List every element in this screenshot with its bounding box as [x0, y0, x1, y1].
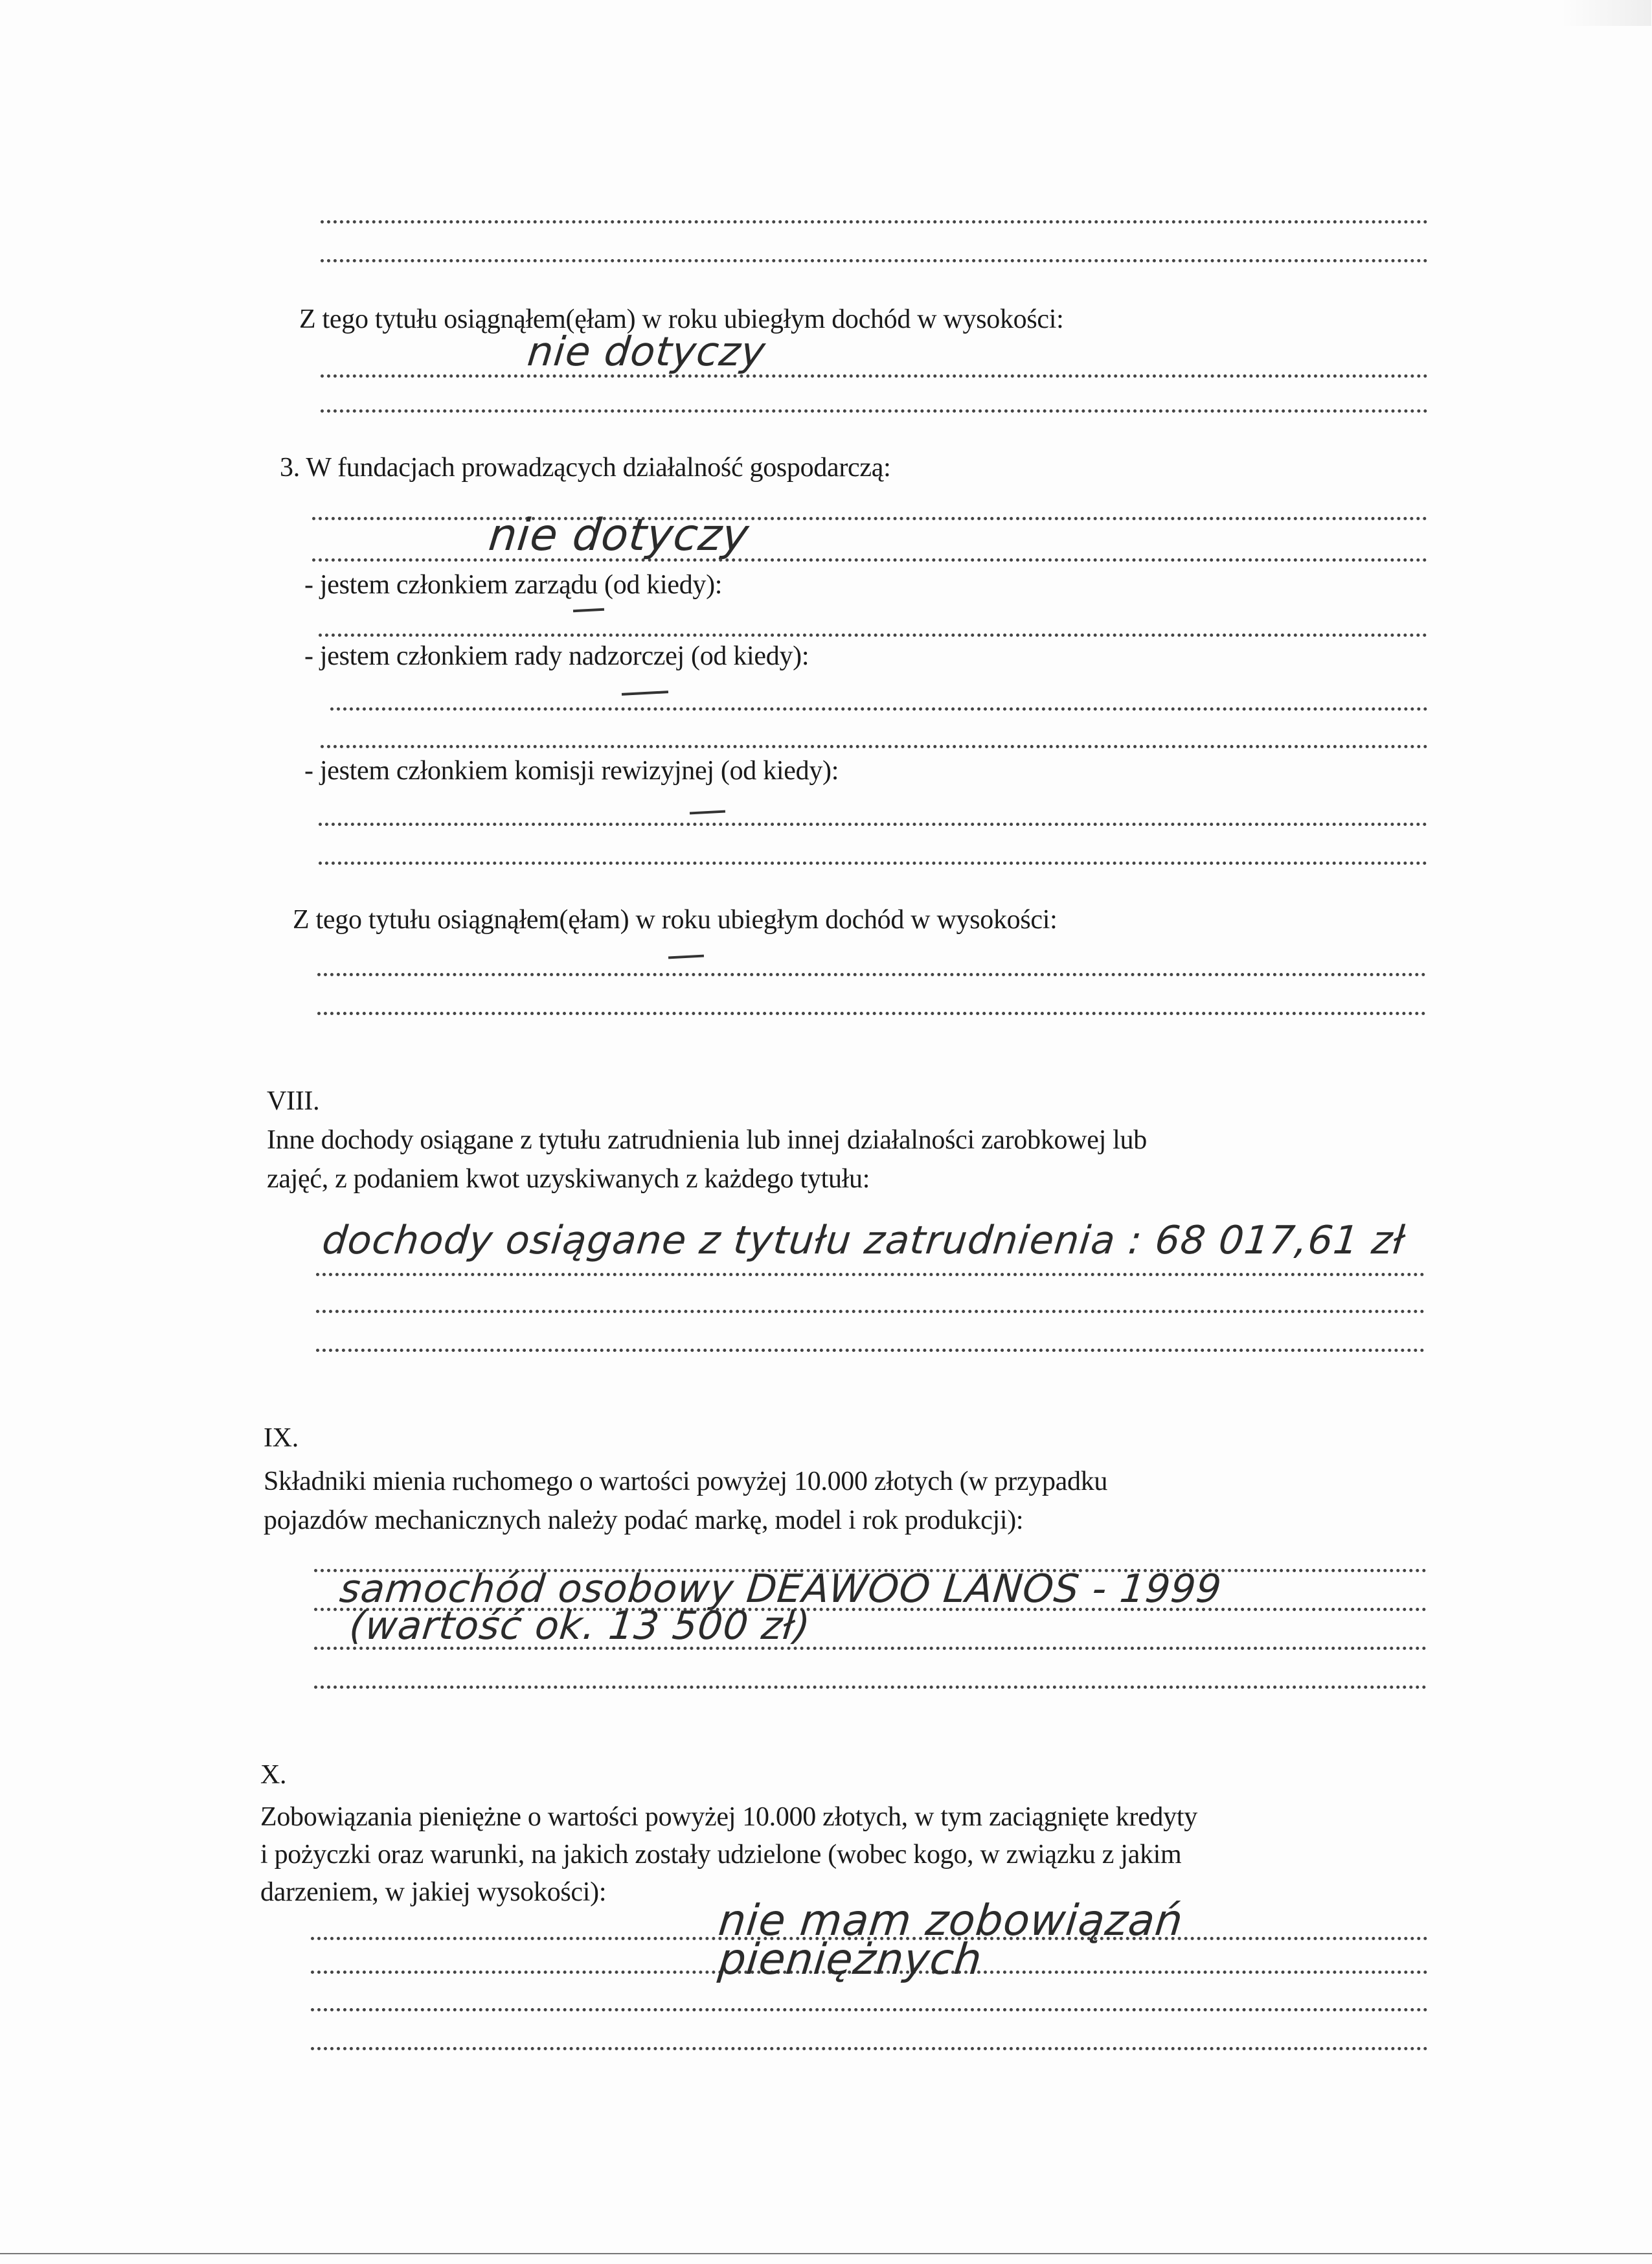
dotted-line — [314, 1647, 1427, 1650]
section-ix-text: Składniki mienia ruchomego o wartości powyżej 10.000 złotych (w przypadku — [264, 1467, 1108, 1496]
handwritten-answer: dochody osiągane z tytułu zatrudnienia : 68 017,61 zł — [320, 1218, 1407, 1263]
dotted-line — [312, 517, 1427, 520]
dotted-line — [321, 374, 1428, 378]
section-ix-text: pojazdów mechanicznych należy podać markę, model i rok produkcji): — [264, 1505, 1024, 1535]
income-statement-label: Z tego tytułu osiągnąłem(ęłam) w roku ubiegłym dochód w wysokości: — [299, 304, 1064, 334]
section-x-text: darzeniem, w jakiej wysokości): — [260, 1877, 607, 1907]
handwritten-answer: nie mam zobowiązań — [716, 1895, 1186, 1945]
dotted-line — [321, 259, 1428, 262]
handwritten-dash — [573, 608, 604, 613]
handwritten-answer: samochód osobowy DEAWOO LANOS - 1999 — [337, 1566, 1224, 1612]
section-x-text: Zobowiązania pieniężne o wartości powyżej 10.000 złotych, w tym zaciągnięte kredyty — [260, 1802, 1197, 1832]
dotted-line — [319, 862, 1427, 865]
handwritten-dash — [668, 955, 704, 959]
income-statement-label-2: Z tego tytułu osiągnąłem(ęłam) w roku ubiegłym dochód w wysokości: — [293, 905, 1058, 935]
supervisory-board-label: - jestem członkiem rady nadzorczej (od kiedy): — [304, 641, 809, 671]
dotted-line — [321, 409, 1428, 413]
handwritten-answer: nie dotyczy — [486, 510, 752, 561]
dotted-line — [319, 634, 1427, 637]
handwritten-answer: (wartość ok. 13 500 zł) — [347, 1603, 813, 1649]
handwritten-answer: nie dotyczy — [525, 328, 768, 375]
section-viii-text: zajęć, z podaniem kwot uzyskiwanych z każdego tytułu: — [267, 1164, 870, 1194]
board-member-label: - jestem członkiem zarządu (od kiedy): — [304, 570, 723, 600]
dotted-line — [319, 823, 1427, 826]
dotted-line — [321, 220, 1428, 223]
section-number: X. — [260, 1760, 287, 1790]
audit-committee-label: - jestem członkiem komisji rewizyjnej (od kiedy): — [304, 756, 839, 786]
dotted-line — [330, 707, 1428, 711]
dotted-line — [311, 2008, 1428, 2011]
handwritten-dash — [622, 691, 668, 696]
scan-artifact — [1561, 0, 1651, 26]
dotted-line — [317, 973, 1426, 976]
dotted-line — [311, 2047, 1428, 2050]
handwritten-dash — [690, 810, 725, 815]
page-edge — [0, 2253, 1652, 2254]
dotted-line — [314, 1686, 1427, 1689]
dotted-line — [316, 1349, 1425, 1352]
dotted-line — [321, 745, 1428, 748]
section-x-text: i pożyczki oraz warunki, na jakich zostały udzielone (wobec kogo, w związku z jakim — [260, 1840, 1182, 1870]
dotted-line — [317, 1012, 1426, 1015]
dotted-line — [312, 558, 1427, 562]
section-viii-text: Inne dochody osiągane z tytułu zatrudnienia lub innej działalności zarobkowej lub — [267, 1125, 1147, 1155]
dotted-line — [316, 1310, 1425, 1313]
dotted-line — [316, 1273, 1425, 1276]
section-number: IX. — [264, 1423, 299, 1453]
section-number: VIII. — [267, 1086, 320, 1116]
handwritten-answer: pieniężnych — [716, 1934, 985, 1984]
foundations-item-label: 3. W fundacjach prowadzących działalność gospodarczą: — [280, 453, 891, 483]
